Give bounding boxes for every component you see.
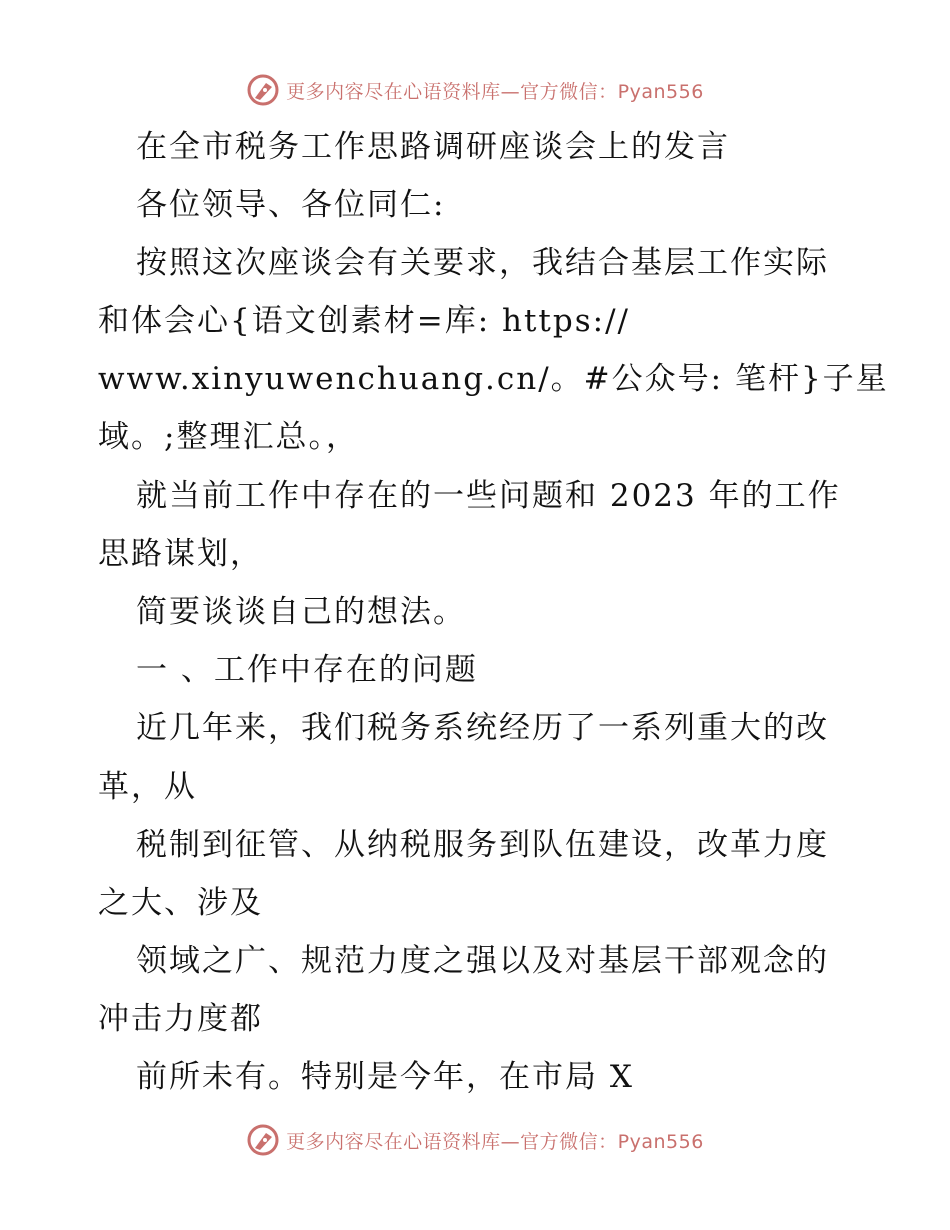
paragraph-line: 按照这次座谈会有关要求，我结合基层工作实际 <box>136 245 829 281</box>
section-heading: 一 、工作中存在的问题 <box>136 652 478 688</box>
footer-banner <box>0 1120 950 1160</box>
paragraph-line: 之大、涉及 <box>98 885 263 921</box>
paragraph-line: 思路谋划， <box>98 536 263 572</box>
paragraph-line: 税制到征管、从纳税服务到队伍建设，改革力度 <box>136 827 829 863</box>
footer-banner-text: 更多内容尽在心语资料库—官方微信：Pyan556 <box>286 1130 704 1153</box>
paragraph-line: 简要谈谈自己的想法。 <box>136 594 466 630</box>
paragraph-line: 领域之广、规范力度之强以及对基层干部观念的 <box>136 943 829 979</box>
header-banner <box>0 70 950 110</box>
paragraph-line: 冲击力度都 <box>98 1001 263 1037</box>
pen-nib-logo-icon <box>246 1123 280 1157</box>
paragraph-line: www.xinyuwenchuang.cn/。#公众号: 笔杆}子星 <box>98 361 889 397</box>
paragraph-line: 革，从 <box>98 769 197 805</box>
paragraph-line: 和体会心{语文创素材=库: https:// <box>98 303 630 339</box>
paragraph-line: 域。;整理汇总。， <box>98 419 359 455</box>
salutation: 各位领导、各位同仁: <box>136 187 446 223</box>
paragraph-line: 就当前工作中存在的一些问题和 2023 年的工作 <box>136 478 841 514</box>
document-title: 在全市税务工作思路调研座谈会上的发言 <box>136 129 730 165</box>
paragraph-line: 前所未有。特别是今年，在市局 X <box>136 1059 634 1095</box>
header-banner-text: 更多内容尽在心语资料库—官方微信：Pyan556 <box>286 80 704 103</box>
pen-nib-logo-icon <box>246 73 280 107</box>
paragraph-line: 近几年来，我们税务系统经历了一系列重大的改 <box>136 710 829 746</box>
